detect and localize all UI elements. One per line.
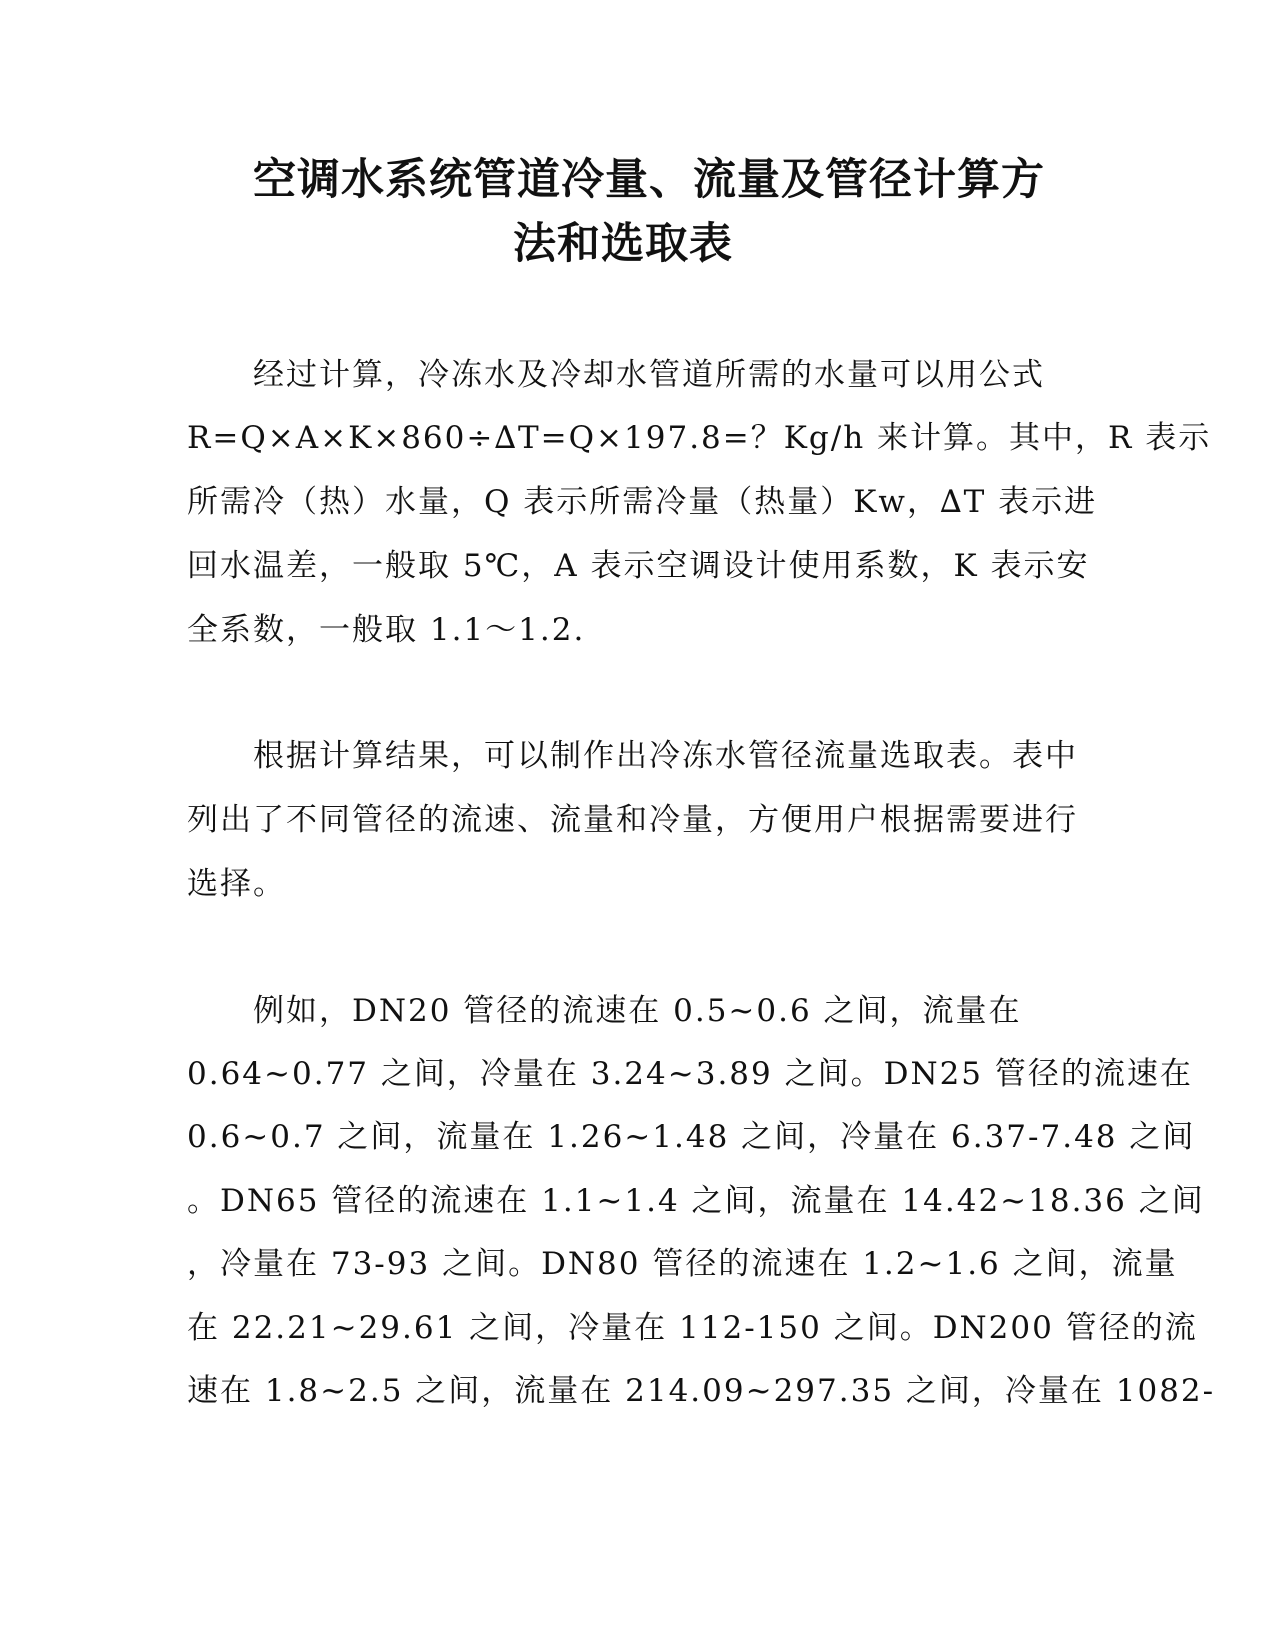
paragraph-line: 选择。 — [187, 866, 286, 902]
paragraph-line: 经过计算，冷冻水及冷却水管道所需的水量可以用公式 — [253, 357, 1045, 393]
paragraph-line: 列出了不同管径的流速、流量和冷量，方便用户根据需要进行 — [187, 802, 1078, 838]
document-title-line-1: 空调水系统管道冷量、流量及管径计算方 — [253, 155, 1045, 205]
paragraph-line: ，冷量在 73-93 之间。DN80 管径的流速在 1.2~1.6 之间，流量 — [187, 1246, 1178, 1282]
paragraph-line: 0.6~0.7 之间，流量在 1.26~1.48 之间，冷量在 6.37-7.48 之间 — [187, 1119, 1196, 1155]
paragraph-line: 回水温差，一般取 5℃，A 表示空调设计使用系数，K 表示安 — [187, 548, 1090, 584]
paragraph-line: 例如，DN20 管径的流速在 0.5~0.6 之间，流量在 — [253, 993, 1022, 1029]
paragraph-line: 0.64~0.77 之间，冷量在 3.24~3.89 之间。DN25 管径的流速在 — [187, 1056, 1193, 1092]
paragraph-line: R=Q×A×K×860÷∆T=Q×197.8=？Kg/h 来计算。其中，R 表示 — [187, 420, 1212, 456]
document-title-line-2: 法和选取表 — [513, 219, 733, 269]
paragraph-line: 全系数，一般取 1.1～1.2. — [187, 612, 586, 648]
paragraph-line: 在 22.21~29.61 之间，冷量在 112-150 之间。DN200 管径的流 — [187, 1310, 1198, 1346]
paragraph-line: 速在 1.8~2.5 之间，流量在 214.09~297.35 之间，冷量在 1082- — [187, 1373, 1216, 1409]
paragraph-line: 所需冷（热）水量，Q 表示所需冷量（热量）Kw，∆T 表示进 — [187, 484, 1098, 520]
paragraph-line: 。DN65 管径的流速在 1.1~1.4 之间，流量在 14.42~18.36 之间 — [187, 1183, 1205, 1219]
paragraph-line: 根据计算结果，可以制作出冷冻水管径流量选取表。表中 — [253, 738, 1078, 774]
